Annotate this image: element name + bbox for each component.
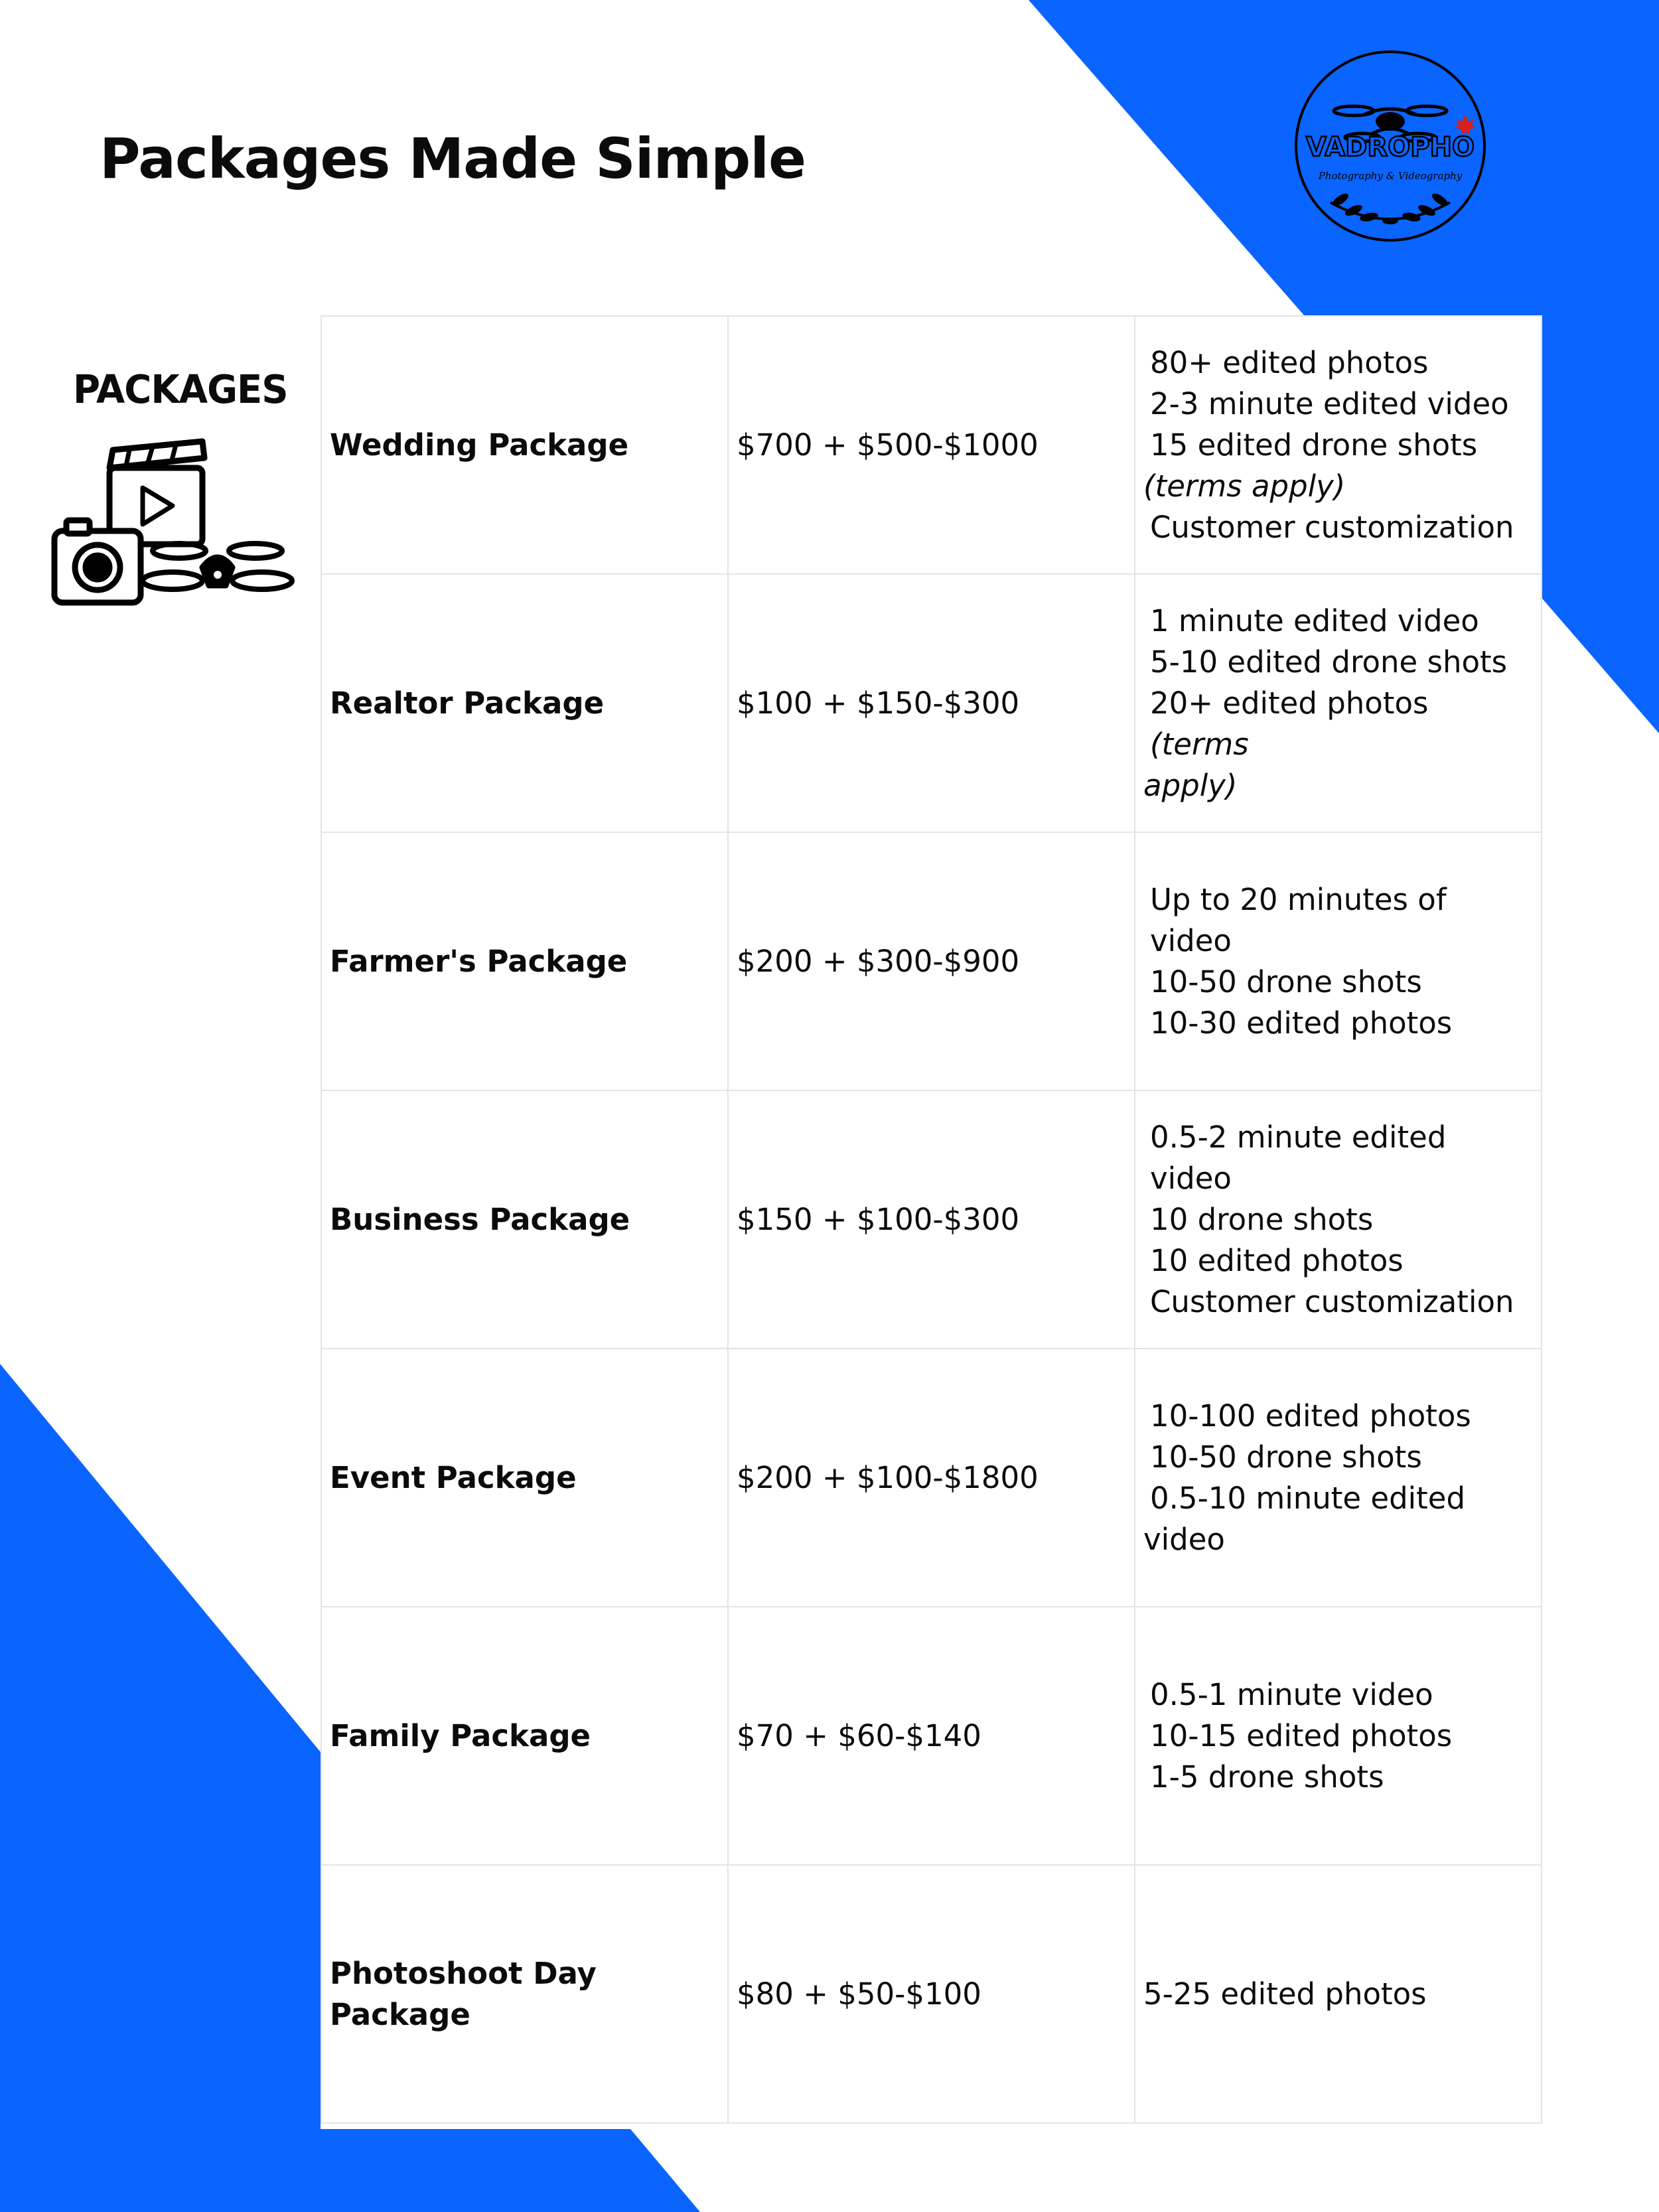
feature-line [1143,765,1533,806]
feature-text: Up to 20 minutes of video [1150,881,1447,958]
package-price: $150 + $100-$300 [728,1090,1135,1349]
feature-text: apply) [1143,767,1238,803]
logo-tagline-text: Photography & Videography [1318,170,1463,182]
package-price: $200 + $300-$900 [728,832,1135,1090]
package-name: Event Package [321,1349,728,1607]
feature-text: 1 minute edited video [1150,603,1479,638]
package-row [321,574,1542,832]
package-features [1135,1349,1542,1607]
feature-line [1143,466,1533,507]
feature-text: Customer customization [1150,1284,1514,1319]
package-name: Realtor Package [321,574,728,832]
feature-line [1143,342,1533,384]
feature-line [1143,1478,1533,1519]
feature-line [1143,507,1533,548]
feature-text: 5-25 edited photos [1143,1976,1427,2012]
feature-line [1143,1117,1533,1199]
feature-line [1143,1974,1533,2015]
package-row [321,1349,1542,1607]
feature-text: 15 edited drone shots [1150,427,1478,463]
package-features [1135,1090,1542,1349]
feature-text: 10-50 drone shots [1150,1439,1422,1475]
feature-line [1143,1716,1533,1757]
feature-text: 1-5 drone shots [1150,1759,1384,1795]
package-row [321,1607,1542,1865]
feature-line [1143,1519,1533,1560]
feature-line [1143,1757,1533,1798]
feature-line [1143,601,1533,642]
package-row [321,1090,1542,1349]
feature-line [1143,425,1533,466]
package-name: Family Package [321,1607,728,1865]
package-price: $80 + $50-$100 [728,1865,1135,2123]
package-name: Photoshoot Day Package [321,1865,728,2123]
feature-line [1143,1674,1533,1716]
feature-text: 10 edited photos [1150,1242,1404,1278]
package-row [321,832,1542,1090]
feature-suffix: (terms [1150,726,1249,762]
package-features [1135,574,1542,832]
feature-text: (terms apply) [1143,468,1346,504]
feature-line [1143,1240,1533,1282]
feature-text: 10-50 drone shots [1150,964,1422,999]
feature-text: 10-30 edited photos [1150,1005,1453,1041]
feature-line [1143,1396,1533,1437]
feature-text: 5-10 edited drone shots [1150,644,1508,680]
feature-text: 2-3 minute edited video [1150,386,1509,421]
feature-text: 10-15 edited photos [1150,1718,1453,1753]
package-features [1135,1865,1542,2123]
package-features [1135,832,1542,1090]
feature-line [1143,1282,1533,1323]
brand-logo [1291,37,1490,256]
feature-text: 0.5-2 minute edited video [1150,1119,1447,1196]
feature-text: 10 drone shots [1150,1201,1374,1237]
feature-line [1143,1199,1533,1240]
package-price: $200 + $100-$1800 [728,1349,1135,1607]
feature-line [1143,1003,1533,1044]
feature-text: video [1143,1521,1225,1557]
camera-clapper-drone-icon [46,438,299,611]
page-title: Packages Made Simple [100,126,806,191]
package-name: Business Package [321,1090,728,1349]
package-name: Wedding Package [321,316,728,574]
packages-side-label: PACKAGES [73,367,288,413]
logo-brand-text: VADROPHO [1305,132,1475,163]
feature-text: 0.5-10 minute edited [1150,1480,1466,1516]
feature-text: 10-100 edited photos [1150,1398,1471,1434]
feature-text: 80+ edited photos [1150,344,1429,380]
feature-text: Customer customization [1150,509,1514,545]
package-row [321,1865,1542,2123]
feature-line [1143,384,1533,425]
laurel-wreath-icon [1331,191,1450,224]
package-price: $100 + $150-$300 [728,574,1135,832]
feature-line [1143,1437,1533,1478]
packages-table [321,315,1542,2124]
feature-line [1143,683,1533,765]
feature-line [1143,879,1533,962]
package-row [321,316,1542,574]
feature-line [1143,962,1533,1003]
feature-line [1143,642,1533,683]
package-features [1135,316,1542,574]
package-features [1135,1607,1542,1865]
package-price: $700 + $500-$1000 [728,316,1135,574]
package-name: Farmer's Package [321,832,728,1090]
feature-text: 20+ edited photos [1150,685,1429,721]
feature-text: 0.5-1 minute video [1150,1676,1433,1712]
package-price: $70 + $60-$140 [728,1607,1135,1865]
